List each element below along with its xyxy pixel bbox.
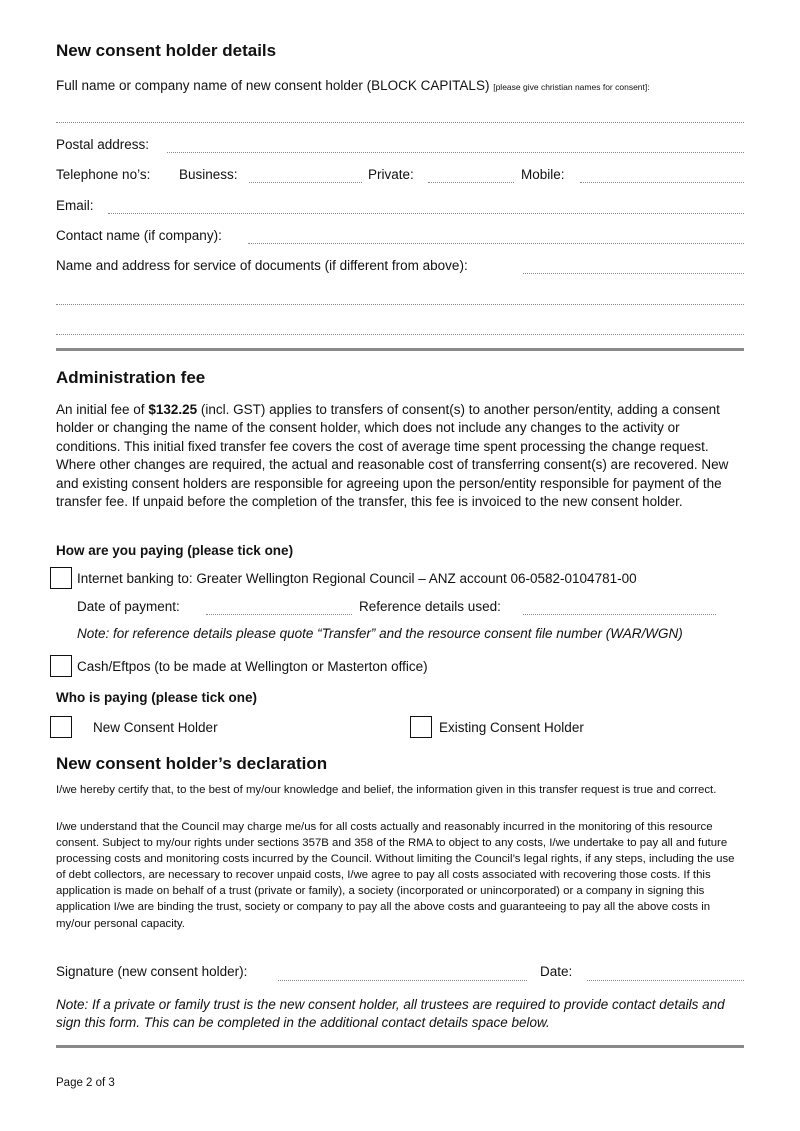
cash-eftpos-label: Cash/Eftpos (to be made at Wellington or Masterton office): [77, 659, 428, 674]
mobile-phone-field[interactable]: [580, 182, 744, 183]
cash-eftpos-checkbox[interactable]: [50, 655, 72, 677]
declaration-heading: New consent holder’s declaration: [56, 754, 328, 773]
business-phone-field[interactable]: [249, 182, 362, 183]
who-heading: Who is paying (please tick one): [56, 690, 258, 705]
internet-banking-label: Internet banking to: Greater Wellington Regional Council – ANZ account 06-0582-0104781-00: [77, 571, 637, 586]
fee-amount: $132.25: [148, 402, 198, 417]
payment-date-field[interactable]: [206, 614, 352, 615]
paying-heading: How are you paying (please tick one): [56, 543, 294, 558]
trust-note: Note: If a private or family trust is the new consent holder, all trustees are required to provide contact details and sign this form. This can be completed in the additional contact details space below.: [56, 997, 725, 1031]
section-divider: [56, 348, 744, 351]
internet-banking-checkbox[interactable]: [50, 567, 72, 589]
new-holder-checkbox[interactable]: [50, 716, 72, 738]
declaration-paragraph-1: I/we hereby certify that, to the best of my/our knowledge and belief, the information given in this transfer request is true and correct.: [56, 784, 717, 796]
signature-label: Signature (new consent holder):: [56, 964, 248, 979]
existing-holder-label: Existing Consent Holder: [439, 720, 584, 735]
page-number: Page 2 of 3: [56, 1077, 115, 1089]
existing-holder-checkbox[interactable]: [410, 716, 432, 738]
contact-label: Contact name (if company):: [56, 228, 222, 243]
service-address-field-2[interactable]: [56, 304, 744, 305]
holder-heading: New consent holder details: [56, 41, 277, 60]
footer-divider: [56, 1045, 744, 1048]
declaration-paragraph-2: I/we understand that the Council may charge me/us for all costs actually and reasonably incurred in the monitoring of this resource consent. Subject to my/our rights under sections 357B and 358 of the RMA to object to any costs, I/we undertake to pay all and future processing costs and monitoring costs incurred by the Council. Without limiting the Council’s legal rights, if any steps, including the use of debt collectors, are necessary to recover unpaid costs, I/we agree to pay all costs associated with recovering those costs. If this application is made on behalf of a trust (private or family), a society (incorporated or unincorporated) or a company in signing this application I/we are binding the trust, society or company to pay all the above costs and guaranteeing to pay all the above costs in my/our personal capacity.: [56, 821, 735, 930]
new-holder-label: New Consent Holder: [93, 720, 218, 735]
service-address-field-1[interactable]: [523, 273, 744, 274]
email-label: Email:: [56, 198, 94, 213]
payment-date-label: Date of payment:: [77, 599, 180, 614]
signature-date-label: Date:: [540, 964, 573, 979]
postal-label: Postal address:: [56, 137, 150, 152]
full-name-label: Full name or company name of new consent holder (BLOCK CAPITALS) [please give christian names for consent]:: [56, 78, 650, 93]
signature-field[interactable]: [278, 980, 527, 981]
email-field[interactable]: [108, 213, 744, 214]
service-address-field-3[interactable]: [56, 334, 744, 335]
signature-date-field[interactable]: [587, 980, 744, 981]
fee-heading: Administration fee: [56, 368, 206, 387]
business-label: Business:: [179, 167, 238, 182]
full-name-note: [please give christian names for consent]:: [493, 82, 650, 92]
private-label: Private:: [368, 167, 414, 182]
postal-address-field[interactable]: [167, 152, 744, 153]
mobile-label: Mobile:: [521, 167, 565, 182]
full-name-field[interactable]: [56, 122, 744, 123]
reference-field[interactable]: [523, 614, 716, 615]
fee-paragraph: An initial fee of $132.25 (incl. GST) applies to transfers of consent(s) to another person/entity, adding a consent holder or changing the name of the consent holder, which does not include any changes to the activity or conditions. This initial fixed transfer fee covers the cost of average time spent processing the change request. Where other changes are required, the actual and reasonable cost of transferring consent(s) are recovered. New and existing consent holders are responsible for agreeing upon the person/entity responsible for payment of the transfer fee. If unpaid before the completion of the transfer, this fee is invoiced to the new consent holder.: [56, 402, 729, 510]
telephone-label: Telephone no’s:: [56, 167, 151, 182]
private-phone-field[interactable]: [428, 182, 514, 183]
service-label: Name and address for service of documents (if different from above):: [56, 258, 468, 273]
reference-label: Reference details used:: [359, 599, 501, 614]
reference-note: Note: for reference details please quote “Transfer” and the resource consent file number (WAR/WGN): [77, 626, 683, 641]
contact-name-field[interactable]: [248, 243, 744, 244]
